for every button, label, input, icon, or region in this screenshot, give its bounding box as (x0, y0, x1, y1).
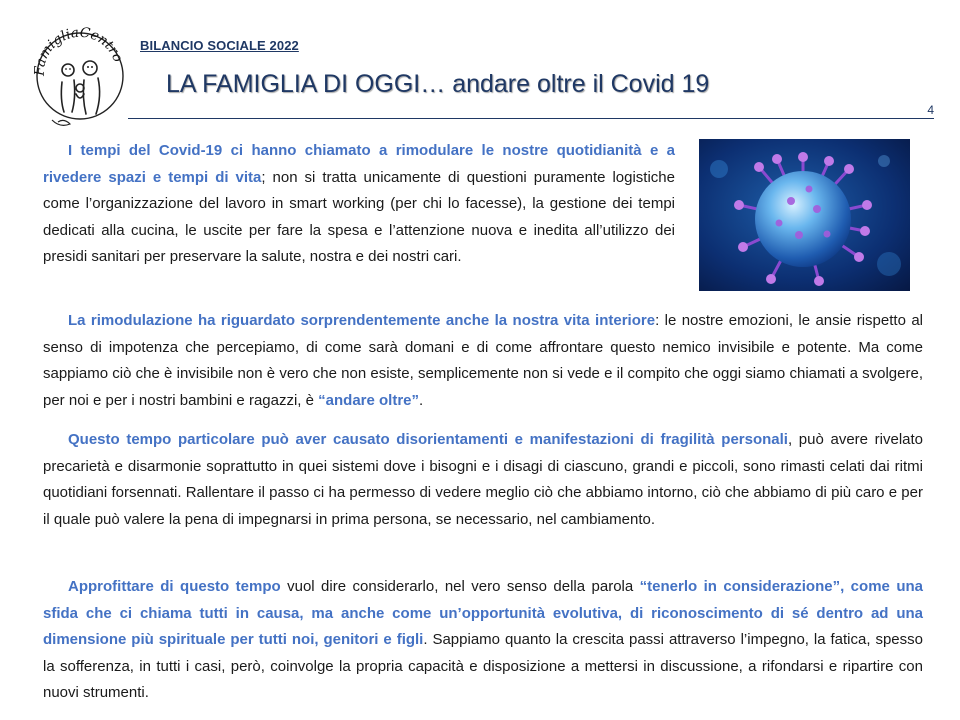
highlight-text: “andare oltre” (318, 391, 420, 409)
body-text: : le nostre emozioni, le ansie rispetto al senso di impotenza che percepiamo, di come sarà domani e di come affrontare questo nemico invisibile e potente. Ma come sappiamo ciò che è invisibile non è vero che non esiste, semplicemente non si vede e il compito che oggi siamo chiamati a svolgere, per noi e per i nostri bambini e ragazzi, è (43, 312, 923, 409)
body-text: . Sappiamo quanto la crescita passi attraverso l’impegno, la fatica, spesso la sofferenza, in tutti i casi, però, coinvolge la propria capacità e disposizione a mettersi in discussione, a rifondarsi e ripartire con nuovi strumenti. (43, 631, 923, 701)
highlight-text: “tenerlo in considerazione”, come una sfida che ci chiama tutti in causa, ma anche come un’opportunità evolutiva, di riconoscimento di sé dentro ad una dimensione più spirituale per tutti noi, genitori e figli (43, 578, 923, 648)
header-divider (128, 118, 934, 119)
paragraph-2 (43, 308, 923, 414)
paragraph-4 (43, 574, 923, 707)
highlight-text: Approfittare di questo tempo (68, 578, 281, 595)
paragraph-1 (43, 138, 675, 271)
page-title: LA FAMIGLIA DI OGGI… andare oltre il Covid 19 (166, 70, 710, 98)
body-text: vuol dire considerarlo, nel vero senso della parola (280, 578, 640, 595)
body-text: , può avere rivelato precarietà e disarmonie soprattutto in quei sistemi dove i bisogni e i disagi di ciascuno, grandi e piccoli, sono rimasti celati dai ritmi quotidiani forsennati. Rallentare il passo ci ha permesso di vedere meglio ciò che abbiamo intorno, ciò che abbiamo di più caro e per il quale può valere la pena di impegnarsi in prima persona, se necessario, nel cambiamento. (43, 431, 924, 528)
highlight-text: I tempi del Covid-19 ci hanno chiamato a rimodulare le nostre quotidianità e a rivedere spazi e tempi di vita (43, 142, 675, 186)
page-number: 4 (927, 103, 934, 117)
paragraph-3 (43, 427, 923, 533)
coronavirus-illustration (699, 139, 910, 291)
svg-text:FamigliaCentro: FamigliaCentro (31, 24, 126, 77)
body-text: ; non si tratta unicamente di questioni puramente logistiche come l’organizzazione del lavoro in smart working (per chi lo facesse), la gestione dei tempi dedicati alla cucina, le uscite per fare la spesa e l’attenzione nuova e inedita all’utilizzo dei presidi sanitari per preservare la salute, nostra e dei nostri cari. (43, 168, 675, 265)
highlight-text: La rimodulazione ha riguardato sorprendentemente anche la nostra vita interiore (68, 312, 656, 329)
report-label: BILANCIO SOCIALE 2022 (140, 38, 299, 53)
famigliacentro-logo (30, 20, 128, 128)
highlight-text: Questo tempo particolare può aver causato disorientamenti e manifestazioni di fragilità personali (68, 431, 788, 448)
body-text: . (419, 391, 424, 409)
